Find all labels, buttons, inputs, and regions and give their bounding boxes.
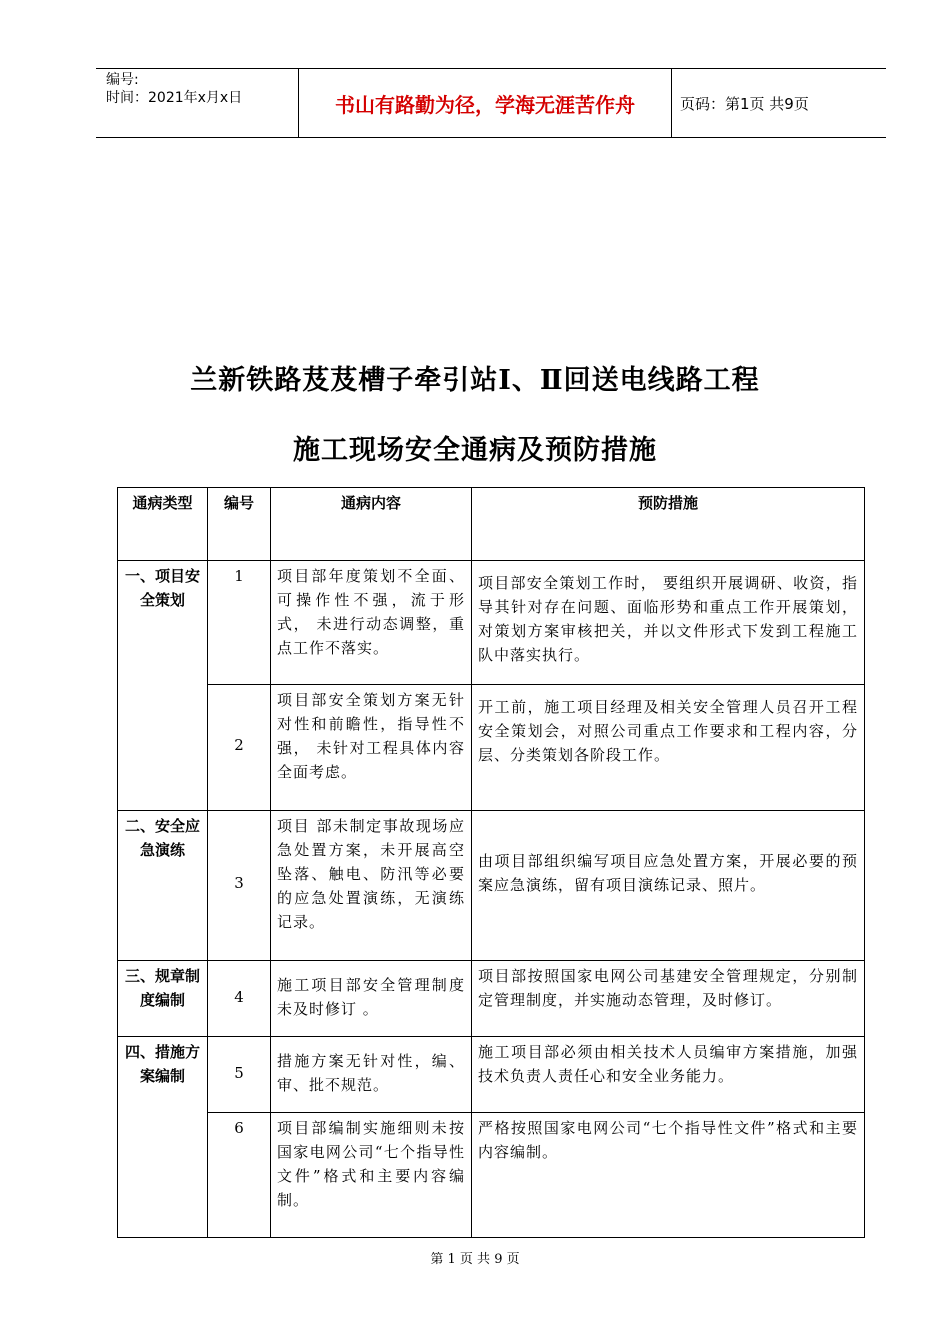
header-page-number: 页码：第1页 共9页 bbox=[680, 94, 809, 113]
header-meta bbox=[96, 69, 298, 137]
document-header bbox=[96, 68, 886, 138]
header-content: 通病内容 bbox=[271, 488, 472, 561]
row-content: 项目部年度策划不全面、可操作性不强，流于形式， 未进行动态调整，重点工作不落实。 bbox=[271, 561, 472, 685]
row-content: 项目部安全策划方案无针对性和前瞻性，指导性不强， 未针对工程具体内容全面考虑。 bbox=[271, 685, 472, 811]
row-measures: 严格按照国家电网公司“七个指导性文件”格式和主要内容编制。 bbox=[472, 1113, 865, 1238]
row-number: 4 bbox=[208, 961, 271, 1037]
table-row bbox=[118, 811, 865, 961]
time-label: 时间：2021年x月x日 bbox=[106, 90, 243, 106]
table-header-row bbox=[118, 488, 865, 561]
row-number: 2 bbox=[208, 685, 271, 811]
category-cell: 三、规章制度编制 bbox=[118, 961, 208, 1037]
category-cell: 一、项目安全策划 bbox=[118, 561, 208, 811]
header-category: 通病类型 bbox=[118, 488, 208, 561]
row-number: 3 bbox=[208, 811, 271, 961]
row-measures: 项目部安全策划工作时， 要组织开展调研、收资，指导其针对存在问题、面临形势和重点工作开展策划，对策划方案审核把关，并以文件形式下发到工程施工队中落实执行。 bbox=[472, 561, 865, 685]
row-content: 措施方案无针对性，编、 审、批不规范。 bbox=[271, 1037, 472, 1113]
category-cell: 四、措施方案编制 bbox=[118, 1037, 208, 1238]
row-measures: 施工项目部必须由相关技术人员编审方案措施，加强技术负责人责任心和安全业务能力。 bbox=[472, 1037, 865, 1113]
header-measures: 预防措施 bbox=[472, 488, 865, 561]
category-cell: 二、安全应急演练 bbox=[118, 811, 208, 961]
table-row bbox=[118, 1037, 865, 1113]
row-content: 项目 部未制定事故现场应急处置方案，未开展高空坠落、触电、防汛等必要的应急处置演练，无演练记录。 bbox=[271, 811, 472, 961]
hazard-table bbox=[117, 487, 865, 1238]
document-title: 兰新铁路芨芨槽子牵引站Ⅰ、Ⅱ回送电线路工程 bbox=[190, 365, 760, 396]
table-row bbox=[118, 961, 865, 1037]
page-footer: 第 1 页 共 9 页 bbox=[430, 1252, 520, 1267]
table-row bbox=[118, 685, 865, 811]
row-number: 6 bbox=[208, 1113, 271, 1238]
header-motto: 书山有路勤为径，学海无涯苦作舟 bbox=[298, 69, 672, 137]
row-content: 项目部编制实施细则未按国家电网公司“七个指导性文件”格式和主要内容编制。 bbox=[271, 1113, 472, 1238]
doc-number-label: 编号: bbox=[106, 72, 139, 88]
row-content: 施工项目部安全管理制度未及时修订 。 bbox=[271, 961, 472, 1037]
row-number: 5 bbox=[208, 1037, 271, 1113]
row-measures: 开工前，施工项目经理及相关安全管理人员召开工程安全策划会，对照公司重点工作要求和工程内容，分层、分类策划各阶段工作。 bbox=[472, 685, 865, 811]
row-number: 1 bbox=[208, 561, 271, 685]
row-measures: 由项目部组织编写项目应急处置方案，开展必要的预案应急演练，留有项目演练记录、照片。 bbox=[472, 811, 865, 961]
table-row bbox=[118, 1113, 865, 1238]
header-number: 编号 bbox=[208, 488, 271, 561]
table-row bbox=[118, 561, 865, 685]
row-measures: 项目部按照国家电网公司基建安全管理规定，分别制定管理制度，并实施动态管理，及时修订。 bbox=[472, 961, 865, 1037]
document-subtitle: 施工现场安全通病及预防措施 bbox=[293, 435, 657, 466]
